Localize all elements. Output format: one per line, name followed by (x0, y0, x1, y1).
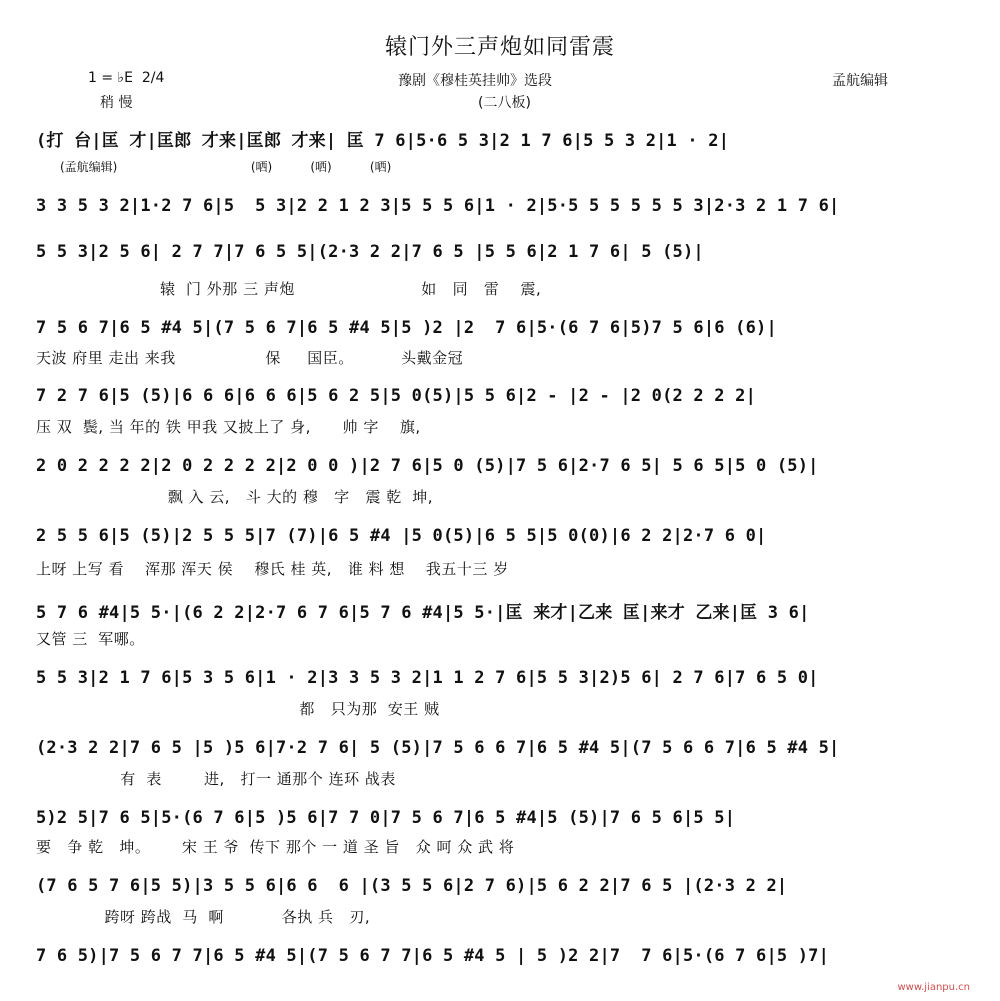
lyric-line-6: 飘 入 云, 斗 大的 穆 字 震 乾 坤, (36, 488, 434, 506)
notation-line-6: 2 0 2 2 2 2|2 0 2 2 2 2|2 0 0 )|2 7 6|5 0 (5)|7 5 6|2·7 6 5| 5 6 5|5 0 (5)| (36, 456, 819, 476)
tempo-marking: 稍 慢 (100, 95, 133, 111)
notation-line-3: 5 5 3|2 5 6| 2 7 7|7 6 5 5|(2·3 2 2|7 6 5 |5 5 6|2 1 7 6| 5 (5)| (36, 242, 704, 262)
lyric-line-9: 都 只为那 安王 贼 (36, 700, 440, 718)
notation-line-2: 3 3 5 3 2|1·2 7 6|5 5 3|2 2 1 2 3|5 5 5 6|1 · 2|5·5 5 5 5 5 5 3|2·3 2 1 7 6| (36, 196, 840, 216)
notation-line-8: 5 7 6 #4|5 5·|(6 2 2|2·7 6 7 6|5 7 6 #4|5 5·|匡 来才|乙来 匡|来才 乙来|匡 3 6| (36, 603, 810, 623)
notation-line-1: (打 台|匡 才|匡郎 才来|匡郎 才来| 匡 7 6|5·6 5 3|2 1 7 6|5 5 3 2|1 · 2| (36, 131, 730, 151)
notation-line-10: (2·3 2 2|7 6 5 |5 )5 6|7·2 7 6| 5 (5)|7 5 6 6 7|6 5 #4 5|(7 5 6 6 7|6 5 #4 5| (36, 738, 840, 758)
watermark: www.jianpu.cn (897, 982, 970, 993)
lyric-line-8: 又管 三 军哪。 (36, 630, 145, 648)
lyric-line-10: 有 表 进, 打一 通那个 连环 战表 (36, 770, 396, 788)
lyric-line-12: 跨呀 跨战 马 啊 各执 兵 刃, (36, 908, 371, 926)
notation-line-5: 7 2 7 6|5 (5)|6 6 6|6 6 6|5 6 2 5|5 0(5)|5 5 6|2 - |2 - |2 0(2 2 2 2| (36, 386, 757, 406)
page-title: 辕门外三声炮如同雷震 (384, 35, 615, 60)
notation-line-11: 5)2 5|7 6 5|5·(6 7 6|5 )5 6|7 7 0|7 5 6 7|6 5 #4|5 (5)|7 6 5 6|5 5| (36, 808, 736, 828)
notation-line-7: 2 5 5 6|5 (5)|2 5 5 5|7 (7)|6 5 #4 |5 0(5)|6 5 5|5 0(0)|6 2 2|2·7 6 0| (36, 526, 767, 546)
lyric-line-5: 压 双 鬓, 当 年的 铁 甲我 又披上了 身, 帅 字 旗, (36, 418, 421, 436)
lyric-line-11: 要 争 乾 坤。 宋 王 爷 传下 那个 一 道 圣 旨 众 呵 众 武 将 (36, 838, 515, 856)
annotation-line-1: (孟航编辑) (哂) (哂) (哂) (60, 160, 392, 174)
source-text: 豫剧《穆桂英挂帅》选段 (398, 73, 552, 89)
notation-line-13: 7 6 5)|7 5 6 7 7|6 5 #4 5|(7 5 6 7 7|6 5 #4 5 | 5 )2 2|7 7 6|5·(6 7 6|5 )7| (36, 946, 830, 966)
lyric-line-4: 天波 府里 走出 来我 保 国臣。 头戴金冠 (36, 349, 464, 367)
notation-line-4: 7 5 6 7|6 5 #4 5|(7 5 6 7|6 5 #4 5|5 )2 |2 7 6|5·(6 7 6|5)7 5 6|6 (6)| (36, 318, 777, 338)
lyric-line-3: 辕 门 外那 三 声炮 如 同 雷 震, (160, 280, 542, 298)
notation-line-12: (7 6 5 7 6|5 5)|3 5 5 6|6 6 6 |(3 5 5 6|2 7 6)|5 6 2 2|7 6 5 |(2·3 2 2| (36, 876, 788, 896)
notation-line-9: 5 5 3|2 1 7 6|5 3 5 6|1 · 2|3 3 5 3 2|1 1 2 7 6|5 5 3|2)5 6| 2 7 6|7 6 5 0| (36, 668, 819, 688)
editor-text: 孟航编辑 (832, 73, 888, 89)
key-signature: 1 = ♭E 2/4 (88, 70, 165, 86)
sub-source-text: (二八板) (478, 95, 531, 111)
lyric-line-7: 上呀 上写 看 浑那 浑天 侯 穆氏 桂 英, 谁 料 想 我五十三 岁 (36, 560, 509, 578)
